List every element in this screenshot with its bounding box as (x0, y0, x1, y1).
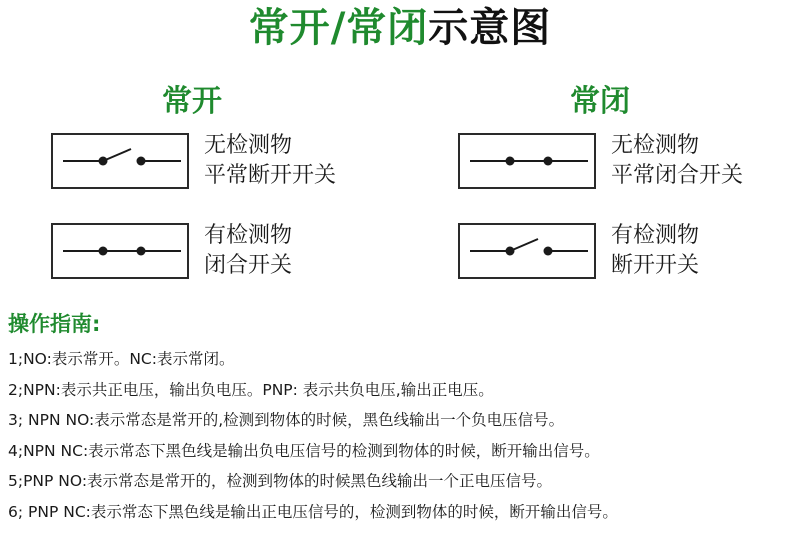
desc-no-detected-line2: 闭合开关 (204, 253, 293, 278)
guide-item: 6; PNP NC:表示常态下黑色线是输出正电压信号的，检测到物体的时候，断开输出信号。 (8, 502, 618, 521)
guide-item: 1;NO:表示常开。NC:表示常闭。 (8, 350, 235, 368)
desc-no-idle-line1: 无检测物 (204, 133, 293, 158)
switch-symbol-closed (460, 135, 594, 187)
desc-nc-idle-line2: 平常闭合开关 (611, 163, 744, 188)
guide-item: 4;NPN NC:表示常态下黑色线是输出负电压信号的检测到物体的时候，断开输出信号。 (8, 441, 600, 460)
desc-nc-idle (611, 131, 743, 191)
switch-diagram-no-idle (51, 133, 189, 189)
desc-no-idle-line2: 平常断开开关 (204, 163, 337, 188)
heading-normally-closed: 常闭 (570, 84, 630, 119)
desc-no-detected-line1: 有检测物 (204, 223, 293, 248)
desc-no-detected (204, 221, 292, 281)
heading-normally-open: 常开 (162, 84, 222, 119)
title-suffix: 示意图 (428, 5, 552, 51)
desc-nc-detected-line1: 有检测物 (611, 223, 700, 248)
switch-diagram-no-detected (51, 223, 189, 279)
switch-symbol-closed (53, 225, 187, 277)
desc-no-idle (204, 131, 336, 191)
desc-nc-idle-line1: 无检测物 (611, 133, 700, 158)
title-normally-closed: 常闭 (346, 5, 429, 51)
desc-nc-detected-line2: 断开开关 (611, 253, 700, 278)
guide-heading: 操作指南: (8, 312, 101, 336)
guide-item: 5;PNP NO:表示常态是常开的，检测到物体的时候黑色线输出一个正电压信号。 (8, 472, 553, 490)
switch-diagram-nc-detected (458, 223, 596, 279)
switch-symbol-open (460, 225, 594, 277)
switch-symbol-open (53, 135, 187, 187)
page-title (0, 4, 800, 52)
title-normally-open: 常开 (248, 5, 331, 51)
guide-item: 3; NPN NO:表示常态是常开的,检测到物体的时候，黑色线输出一个负电压信号。 (8, 411, 565, 429)
guide-list (8, 344, 618, 527)
desc-nc-detected (611, 221, 699, 281)
guide-item: 2;NPN:表示共正电压，输出负电压。PNP: 表示共负电压,输出正电压。 (8, 380, 494, 399)
switch-diagram-nc-idle (458, 133, 596, 189)
title-slash: / (330, 5, 347, 51)
